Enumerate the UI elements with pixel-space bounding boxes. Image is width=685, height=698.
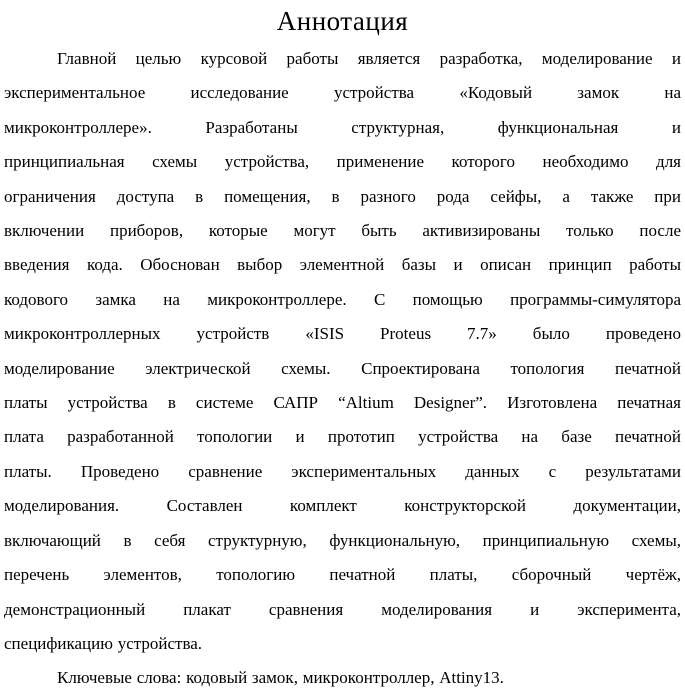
text-line: моделирования. Составлен комплект конструкторской документации, <box>4 496 681 516</box>
text-line: ограничения доступа в помещения, в разного рода сейфы, а также при <box>4 186 681 206</box>
text-line: принципиальная схемы устройства, применение которого необходимо для <box>4 152 681 172</box>
text-line: включающий в себя структурную, функциональную, принципиальную схемы, <box>4 530 681 550</box>
text-line: демонстрационный плакат сравнения моделирования и эксперимента, <box>4 599 681 619</box>
text-line: включении приборов, которые могут быть активизированы только после <box>4 221 681 241</box>
text-line: моделирование электрической схемы. Спроектирована топология печатной <box>4 358 681 378</box>
text-line: микроконтроллерных устройств «ISIS Proteus 7.7» было проведено <box>4 324 681 344</box>
text-line: введения кода. Обоснован выбор элементной базы и описан принцип работы <box>4 255 681 275</box>
text-line: платы устройства в системе САПР “Altium Designer”. Изготовлена печатная <box>4 393 681 413</box>
keywords-line: Ключевые слова: кодовый замок, микроконтроллер, Attiny13. <box>57 668 504 688</box>
abstract-paragraph <box>4 42 681 661</box>
text-line: перечень элементов, топологию печатной платы, сборочный чертёж, <box>4 565 681 585</box>
text-line: Главной целью курсовой работы является разработка, моделирование и <box>57 49 681 68</box>
text-line: платы. Проведено сравнение экспериментальных данных с результатами <box>4 461 681 481</box>
text-line: экспериментальное исследование устройства «Кодовый замок на <box>4 83 681 103</box>
page-title: Аннотация <box>276 6 409 36</box>
text-line: кодового замка на микроконтроллере. С помощью программы-симулятора <box>4 289 681 309</box>
text-line: спецификацию устройства. <box>4 633 203 653</box>
text-line: плата разработанной топологии и прототип устройства на базе печатной <box>4 427 681 447</box>
text-line: микроконтроллере». Разработаны структурная, функциональная и <box>4 117 681 137</box>
